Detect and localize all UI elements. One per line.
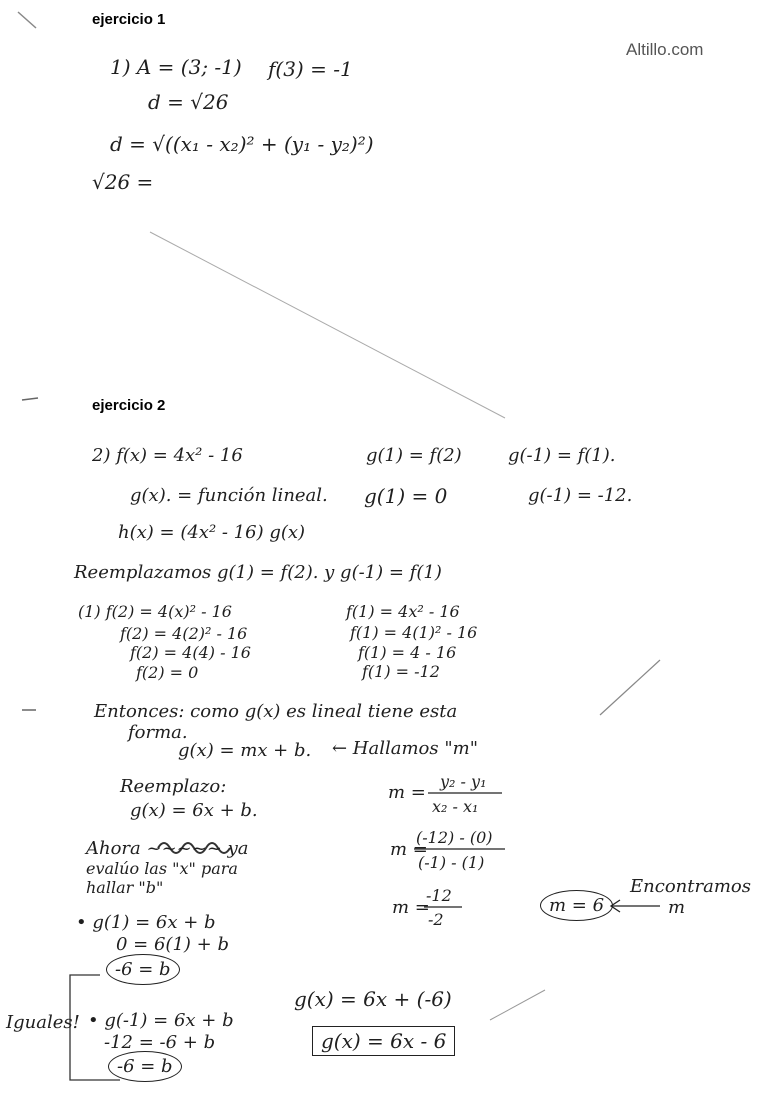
exercise-1-heading: ejercicio 1 <box>92 11 166 28</box>
ex2-f1-step3: f(1) = 4 - 16 <box>358 643 457 662</box>
ex2-b1-step1: • g(1) = 6x + b <box>76 912 216 933</box>
ex2-then-line2: forma. <box>128 722 188 743</box>
ex2-f2-step4: f(2) = 0 <box>136 663 199 682</box>
ex2-cond1: g(1) = f(2) <box>366 445 462 466</box>
ex2-replace: Reemplazamos g(1) = f(2). y g(-1) = f(1) <box>74 562 442 583</box>
ex2-f2-step3: f(2) = 4(4) - 16 <box>130 643 251 662</box>
ex2-b2-step3: -6 = b <box>108 1051 182 1082</box>
ex2-m-sub-den: (-1) - (1) <box>418 853 485 872</box>
ex2-b1-step2: 0 = 6(1) + b <box>116 934 229 955</box>
ex2-now-line2: evalúo las "x" para <box>86 859 238 878</box>
ex2-then-line1: Entonces: como g(x) es lineal tiene esta <box>94 701 458 722</box>
watermark-text: Altillo.com <box>626 40 704 59</box>
ex1-f-value: f(3) = -1 <box>268 57 353 81</box>
ex2-gm1-result: g(-1) = -12. <box>528 485 633 506</box>
ex1-distance: d = √26 <box>148 90 229 114</box>
ex2-m-sub-label: m = <box>390 839 428 860</box>
ex2-found-m: m <box>668 897 686 918</box>
ex2-m-formula-den: x₂ - x₁ <box>432 797 479 816</box>
ex2-m-frac-label: m = <box>392 897 430 918</box>
ex2-g1-result: g(1) = 0 <box>364 484 448 508</box>
ex2-now-line1: Ahora ~~~~~ ya <box>86 838 249 859</box>
ex2-m-sub-num: (-12) - (0) <box>416 828 493 847</box>
ex2-b1-step3: -6 = b <box>106 954 180 985</box>
ex2-f-def: 2) f(x) = 4x² - 16 <box>92 445 243 466</box>
right-stroke-1 <box>600 660 660 715</box>
ex2-h-def: h(x) = (4x² - 16) g(x) <box>118 522 306 543</box>
ex2-now-line3: hallar "b" <box>86 878 164 897</box>
corner-stroke <box>18 12 36 28</box>
ex2-f1-step1: f(1) = 4x² - 16 <box>346 602 460 621</box>
ex2-b2-step2: -12 = -6 + b <box>104 1032 216 1053</box>
ex2-found: Encontramos <box>630 876 751 897</box>
ex2-m-frac-den: -2 <box>428 910 444 929</box>
ex1-start: √26 = <box>92 170 154 194</box>
exercise-2-heading: ejercicio 2 <box>92 397 166 414</box>
right-stroke-2 <box>490 990 545 1020</box>
ex2-equal-note: Iguales! <box>6 1012 80 1033</box>
ex2-m-frac-num: -12 <box>426 886 452 905</box>
ex2-b2-step1: • g(-1) = 6x + b <box>88 1010 234 1031</box>
ex2-f1-step2: f(1) = 4(1)² - 16 <box>350 623 478 642</box>
ex2-g-def: g(x). = función lineal. <box>130 485 328 506</box>
ex2-m-label: m = <box>388 782 426 803</box>
ex2-g-final1: g(x) = 6x + (-6) <box>294 987 452 1011</box>
ex2-f2-step1: (1) f(2) = 4(x)² - 16 <box>78 602 232 621</box>
diagonal-stroke <box>150 232 505 418</box>
ex2-m-formula-num: y₂ - y₁ <box>440 772 487 791</box>
ex2-f1-step4: f(1) = -12 <box>362 662 440 681</box>
dash-mark-1 <box>22 398 38 400</box>
ex1-formula: d = √((x₁ - x₂)² + (y₁ - y₂)²) <box>110 132 374 156</box>
ex2-g-final2: g(x) = 6x - 6 <box>312 1026 455 1056</box>
ex2-f2-step2: f(2) = 4(2)² - 16 <box>120 624 248 643</box>
ex2-linear-form: g(x) = mx + b. <box>178 740 312 761</box>
ex2-g-replaced: g(x) = 6x + b. <box>130 800 258 821</box>
ex2-m-result: m = 6 <box>540 890 613 921</box>
ex2-replace2: Reemplazo: <box>120 776 227 797</box>
ex2-find-m: ← Hallamos "m" <box>332 738 478 759</box>
ex2-cond2: g(-1) = f(1). <box>508 445 616 466</box>
ex1-point: 1) A = (3; -1) <box>110 55 242 79</box>
